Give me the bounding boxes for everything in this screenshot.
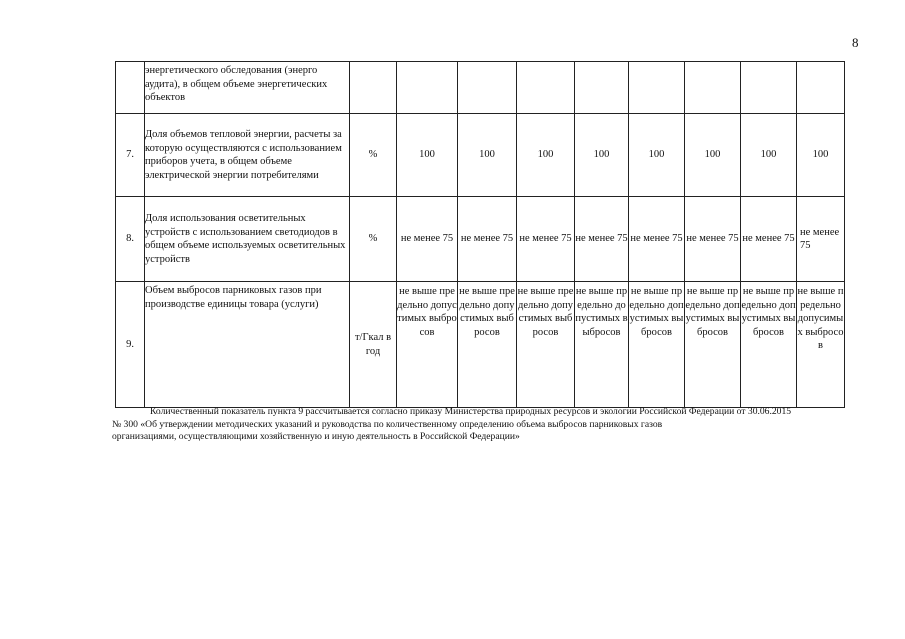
value-cell: не менее 75 xyxy=(397,197,458,282)
value-cell xyxy=(575,62,629,114)
value-cell: 100 xyxy=(685,114,741,197)
value-cell: не менее 75 xyxy=(797,197,845,282)
value-cell: не менее 75 xyxy=(575,197,629,282)
indicator-name: Доля использования осветительных устройств с использованием светодиодов в общем объеме используемых осветительных устройств xyxy=(145,197,350,282)
footnote-line: организациями, осуществляющими хозяйственную и иную деятельность в Российской Федерации» xyxy=(112,431,520,442)
value-cell: 100 xyxy=(741,114,797,197)
page-number: 8 xyxy=(852,35,859,50)
table-row xyxy=(116,197,845,282)
row-number xyxy=(116,62,145,114)
value-cell: не выше предельно допустимых выбросов xyxy=(458,282,517,408)
footnote xyxy=(112,406,872,444)
value-cell: не менее 75 xyxy=(458,197,517,282)
unit-cell xyxy=(350,62,397,114)
indicator-name: Объем выбросов парниковых газов при производстве единицы товара (услуги) xyxy=(145,282,350,408)
value-cell: 100 xyxy=(575,114,629,197)
table-row xyxy=(116,282,845,408)
value-cell: не выше предельно допусимых выбросов xyxy=(797,282,845,408)
value-cell: не выше предельно допустимых выбросов xyxy=(397,282,458,408)
value-cell: не выше предельно допустимых выбросов xyxy=(575,282,629,408)
value-cell xyxy=(629,62,685,114)
table-row xyxy=(116,114,845,197)
value-cell: не выше предельно допустимых выбросов xyxy=(517,282,575,408)
value-cell: не менее 75 xyxy=(517,197,575,282)
value-cell: 100 xyxy=(797,114,845,197)
unit-cell: % xyxy=(350,197,397,282)
value-cell: 100 xyxy=(397,114,458,197)
value-cell xyxy=(397,62,458,114)
value-cell: не выше предельно допустимых выбросов xyxy=(685,282,741,408)
footnote-line: № 300 «Об утверждении методических указаний и руководства по количественному определению объема выбросов парниковых газов xyxy=(112,418,663,430)
value-cell: 100 xyxy=(517,114,575,197)
value-cell: не выше предельно допустимых выбросов xyxy=(629,282,685,408)
row-number: 7. xyxy=(116,114,145,197)
footnote-line: Количественный показатель пункта 9 рассчитывается согласно приказу Министерства природных ресурсов и экологии Российской Федерации от 30.06.2015 xyxy=(150,406,792,417)
unit-cell: т/Гкал в год xyxy=(350,282,397,408)
row-number: 8. xyxy=(116,197,145,282)
value-cell xyxy=(517,62,575,114)
row-number: 9. xyxy=(116,282,145,408)
value-cell: 100 xyxy=(458,114,517,197)
unit-cell: % xyxy=(350,114,397,197)
value-cell: не менее 75 xyxy=(629,197,685,282)
indicators-table xyxy=(115,61,845,408)
indicator-name: Доля объемов тепловой энергии, расчеты за которую осуществляются с использованием приборов учета, в общем объеме электрической энергии потребителями xyxy=(145,114,350,197)
indicator-name: энергетического обследования (энерго аудита), в общем объеме энергетических объектов xyxy=(145,62,350,114)
value-cell xyxy=(458,62,517,114)
value-cell xyxy=(741,62,797,114)
value-cell: не менее 75 xyxy=(741,197,797,282)
value-cell xyxy=(797,62,845,114)
value-cell: не выше предельно допустимых выбросов xyxy=(741,282,797,408)
value-cell: не менее 75 xyxy=(685,197,741,282)
table-row xyxy=(116,62,845,114)
value-cell xyxy=(685,62,741,114)
value-cell: 100 xyxy=(629,114,685,197)
